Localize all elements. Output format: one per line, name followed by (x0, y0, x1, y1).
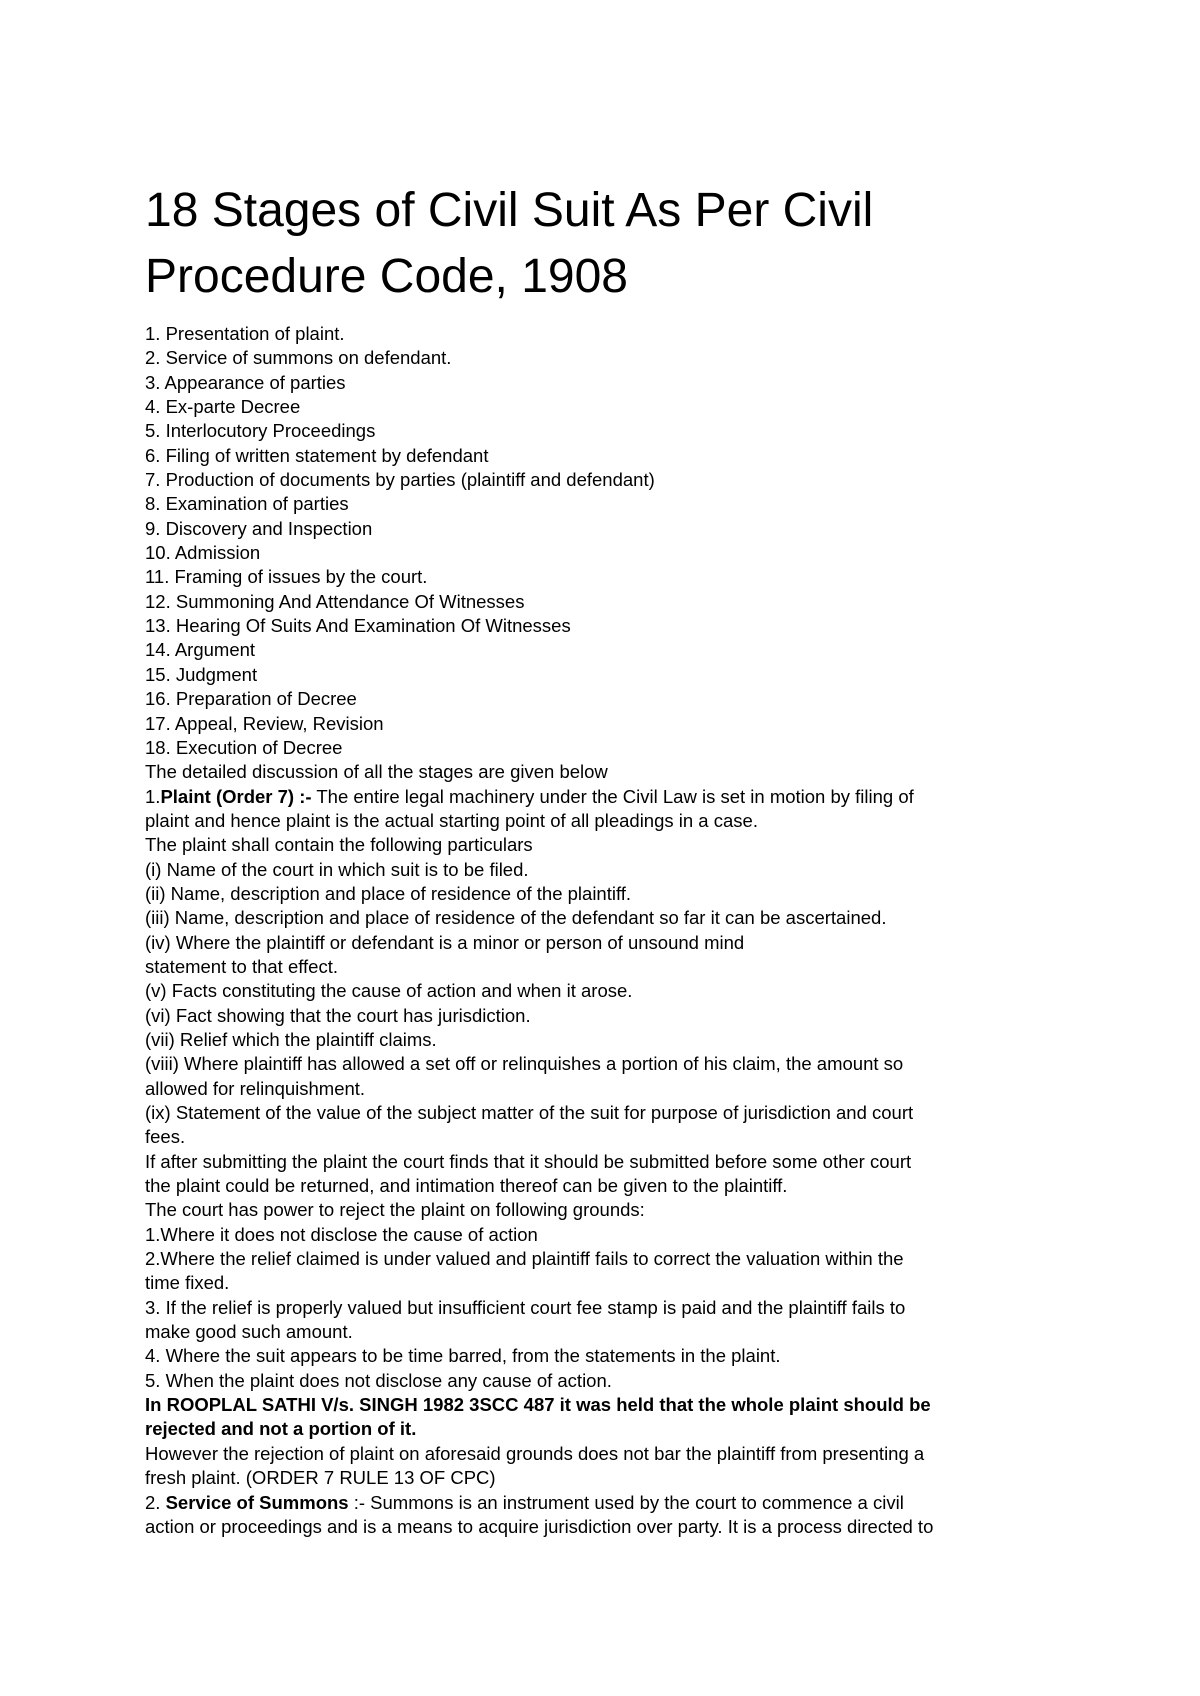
particular-item: (iii) Name, description and place of residence of the defendant so far it can be ascertained. (145, 907, 887, 929)
particulars-list (145, 858, 1065, 1150)
stage-item: 13. Hearing Of Suits And Examination Of Witnesses (145, 615, 571, 637)
summons-text-continued: action or proceedings and is a means to acquire jurisdiction over party. It is a process directed to (145, 1515, 934, 1537)
however-text: However the rejection of plaint on aforesaid grounds does not bar the plaintiff from presenting a (145, 1442, 925, 1464)
stage-item: 2. Service of summons on defendant. (145, 347, 452, 369)
stage-item: 9. Discovery and Inspection (145, 517, 373, 539)
stage-item: 15. Judgment (145, 663, 258, 685)
rejection-ground-item: 2.Where the relief claimed is under valued and plaintiff fails to correct the valuation within the (145, 1248, 904, 1270)
particular-item: fees. (145, 1126, 186, 1148)
summons-heading-line (145, 1491, 1065, 1515)
document-title: 18 Stages of Civil Suit As Per Civil Procedure Code, 1908 (145, 184, 874, 303)
stage-item: 5. Interlocutory Proceedings (145, 420, 376, 442)
intro-text: The detailed discussion of all the stages are given below (145, 761, 608, 783)
rejection-ground-item: 3. If the relief is properly valued but insufficient court fee stamp is paid and the plaintiff fails to (145, 1296, 906, 1318)
case-law-text: In ROOPLAL SATHI V/s. SINGH 1982 3SCC 487 it was held that the whole plaint should be (145, 1394, 931, 1416)
stage-item: 16. Preparation of Decree (145, 688, 357, 710)
rejection-grounds-list (145, 1223, 1065, 1393)
stage-item: 8. Examination of parties (145, 493, 349, 515)
particular-item: allowed for relinquishment. (145, 1077, 366, 1099)
stage-item: 14. Argument (145, 639, 256, 661)
particular-item: (viii) Where plaintiff has allowed a set off or relinquishes a portion of his claim, the amount so (145, 1053, 904, 1075)
summons-number: 2. (145, 1491, 166, 1513)
rejection-ground-item: 4. Where the suit appears to be time barred, from the statements in the plaint. (145, 1345, 781, 1367)
rejection-ground-item: 5. When the plaint does not disclose any cause of action. (145, 1369, 612, 1391)
return-text-continued: the plaint could be returned, and intimation thereof can be given to the plaintiff. (145, 1175, 788, 1197)
plaint-heading: Plaint (Order 7) :- (160, 785, 312, 807)
stage-item: 7. Production of documents by parties (plaintiff and defendant) (145, 469, 655, 491)
stage-item: 3. Appearance of parties (145, 371, 346, 393)
particular-item: (vii) Relief which the plaintiff claims. (145, 1028, 437, 1050)
stage-item: 11. Framing of issues by the court. (145, 566, 428, 588)
stages-list (145, 322, 1065, 760)
plaint-heading-number: 1. (145, 785, 161, 807)
return-text: If after submitting the plaint the court finds that it should be submitted before some other court (145, 1150, 912, 1172)
stage-item: 6. Filing of written statement by defendant (145, 444, 489, 466)
particular-item: (iv) Where the plaintiff or defendant is a minor or person of unsound mind (145, 931, 745, 953)
rejection-ground-item: 1.Where it does not disclose the cause of action (145, 1223, 538, 1245)
summons-heading: Service of Summons (165, 1491, 349, 1513)
rejection-ground-item: make good such amount. (145, 1321, 353, 1343)
plaint-text-continued: plaint and hence plaint is the actual starting point of all pleadings in a case. (145, 809, 758, 831)
document-body (145, 760, 1065, 1539)
particular-item: (ix) Statement of the value of the subject matter of the suit for purpose of jurisdiction and court (145, 1102, 914, 1123)
particulars-intro: The plaint shall contain the following particulars (145, 834, 533, 856)
rejection-ground-item: time fixed. (145, 1272, 230, 1294)
particular-item: statement to that effect. (145, 955, 338, 977)
particular-item: (v) Facts constituting the cause of action and when it arose. (145, 980, 633, 1002)
summons-text: :- Summons is an instrument used by the court to commence a civil (348, 1491, 904, 1513)
stage-item: 4. Ex-parte Decree (145, 396, 301, 418)
reject-intro: The court has power to reject the plaint on following grounds: (145, 1199, 645, 1221)
stage-item: 17. Appeal, Review, Revision (145, 712, 384, 734)
particular-item: (vi) Fact showing that the court has jurisdiction. (145, 1004, 531, 1026)
stage-item: 18. Execution of Decree (145, 736, 343, 758)
particular-item: (ii) Name, description and place of residence of the plaintiff. (145, 882, 632, 904)
stage-item: 10. Admission (145, 542, 261, 564)
stage-item: 12. Summoning And Attendance Of Witnesses (145, 590, 525, 612)
particular-item: (i) Name of the court in which suit is to be filed. (145, 858, 529, 880)
stage-item: 1. Presentation of plaint. (145, 323, 345, 344)
plaint-text: The entire legal machinery under the Civil Law is set in motion by filing of (311, 785, 914, 807)
case-law-text-continued: rejected and not a portion of it. (145, 1418, 417, 1440)
document-page (145, 178, 1065, 1539)
plaint-heading-line (145, 785, 1065, 809)
however-text-continued: fresh plaint. (ORDER 7 RULE 13 OF CPC) (145, 1467, 496, 1489)
